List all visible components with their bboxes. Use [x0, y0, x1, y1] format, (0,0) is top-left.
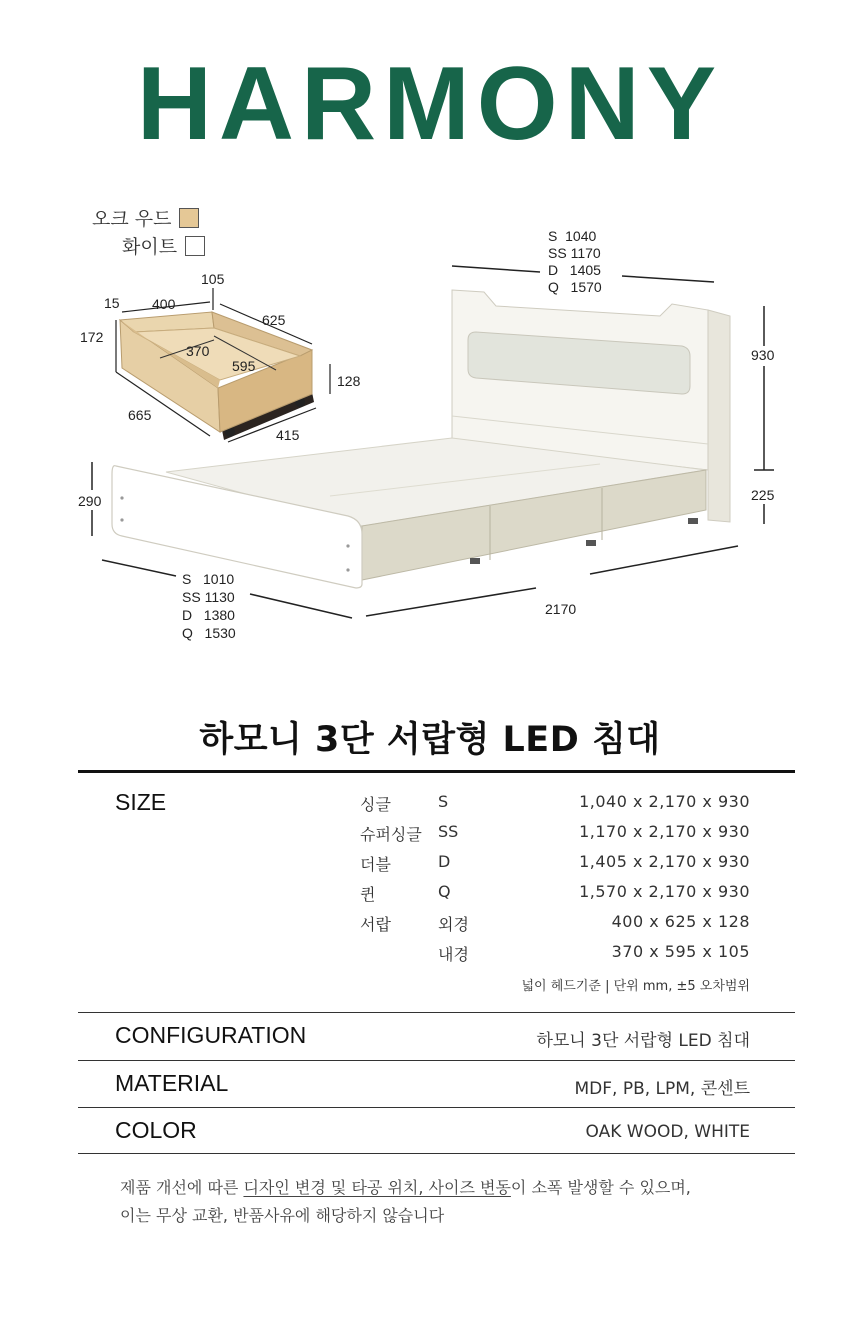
drawer-dim-595: 595: [232, 358, 256, 374]
size-value: 1,040 x 2,170 x 930: [579, 792, 750, 811]
size-name: 퀸: [360, 885, 376, 904]
size-name: 서랍: [360, 915, 391, 934]
color-label: COLOR: [115, 1117, 197, 1143]
drawer-dim-415: 415: [276, 427, 300, 443]
size-row: [360, 882, 750, 906]
divider: [78, 1012, 795, 1013]
size-row: [360, 942, 750, 966]
drawer-dim-400: 400: [152, 296, 176, 312]
size-row: [360, 912, 750, 936]
drawer-dim-105: 105: [201, 271, 225, 287]
notice-line-2: 이는 무상 교환, 반품사유에 해당하지 않습니다: [120, 1206, 445, 1225]
size-value: 1,570 x 2,170 x 930: [579, 882, 750, 901]
spec-table-top-rule: [78, 770, 795, 773]
footboard-width-ss: SS 1130: [182, 589, 235, 605]
size-name: 싱글: [360, 795, 391, 814]
size-row: [360, 792, 750, 816]
drawer-dim-128: 128: [337, 373, 361, 389]
drawer-dim-665: 665: [128, 407, 152, 423]
notice-text: 이 소폭 발생할 수 있으며,: [510, 1178, 691, 1197]
color-value: OAK WOOD, WHITE: [585, 1122, 750, 1142]
notice-text: 제품 개선에 따른: [120, 1178, 244, 1197]
size-name: 슈퍼싱글: [360, 825, 422, 844]
size-code: 내경: [438, 945, 469, 964]
size-row: [360, 822, 750, 846]
notice-line-1: [120, 1180, 691, 1196]
divider: [78, 1107, 795, 1108]
configuration-label: CONFIGURATION: [115, 1022, 307, 1048]
material-label: MATERIAL: [115, 1070, 229, 1096]
headboard-width-d: D 1405: [548, 262, 601, 278]
notice-underlined-text: 디자인 변경 및 타공 위치, 사이즈 변동: [243, 1178, 511, 1197]
headboard-height: 930: [751, 347, 775, 363]
size-code: D: [438, 852, 451, 871]
product-title: 하모니 3단 서랍형 LED 침대: [199, 720, 661, 760]
bed-length: 2170: [545, 601, 577, 617]
headboard-width-q: Q 1570: [548, 279, 602, 295]
drawer-dim-15: 15: [104, 295, 120, 311]
size-note: 넓이 헤드기준 | 단위 mm, ±5 오차범위: [521, 979, 750, 994]
spec-table-bottom-rule: [78, 1153, 795, 1154]
footboard-width-q: Q 1530: [182, 625, 236, 641]
size-code: S: [438, 792, 449, 811]
drawer-dim-625: 625: [262, 312, 286, 328]
material-value: MDF, PB, LPM, 콘센트: [574, 1079, 750, 1099]
headboard-width-s: S 1040: [548, 228, 597, 244]
drawer-dim-172: 172: [80, 329, 104, 345]
drawer-dim-370: 370: [186, 343, 210, 359]
size-value: 400 x 625 x 128: [611, 912, 750, 931]
footboard-width-d: D 1380: [182, 607, 235, 623]
size-value: 1,405 x 2,170 x 930: [579, 852, 750, 871]
frame-height: 225: [751, 487, 775, 503]
brand-title: HARMONY: [136, 46, 724, 162]
footboard-width-s: S 1010: [182, 571, 235, 587]
product-dimension-diagram: [0, 180, 860, 650]
size-code: 외경: [438, 915, 469, 934]
size-name: 더블: [360, 855, 391, 874]
headboard-width-ss: SS 1170: [548, 245, 601, 261]
swatch-label-oak: 오크 우드: [92, 208, 172, 230]
size-code: SS: [438, 822, 459, 841]
configuration-value: 하모니 3단 서랍형 LED 침대: [536, 1031, 750, 1051]
size-label: SIZE: [115, 789, 167, 815]
size-row: [360, 852, 750, 876]
divider: [78, 1060, 795, 1061]
footboard-height: 290: [78, 493, 102, 509]
swatch-label-white: 화이트: [122, 236, 178, 258]
size-value: 370 x 595 x 105: [611, 942, 750, 961]
size-value: 1,170 x 2,170 x 930: [579, 822, 750, 841]
size-code: Q: [438, 882, 451, 901]
